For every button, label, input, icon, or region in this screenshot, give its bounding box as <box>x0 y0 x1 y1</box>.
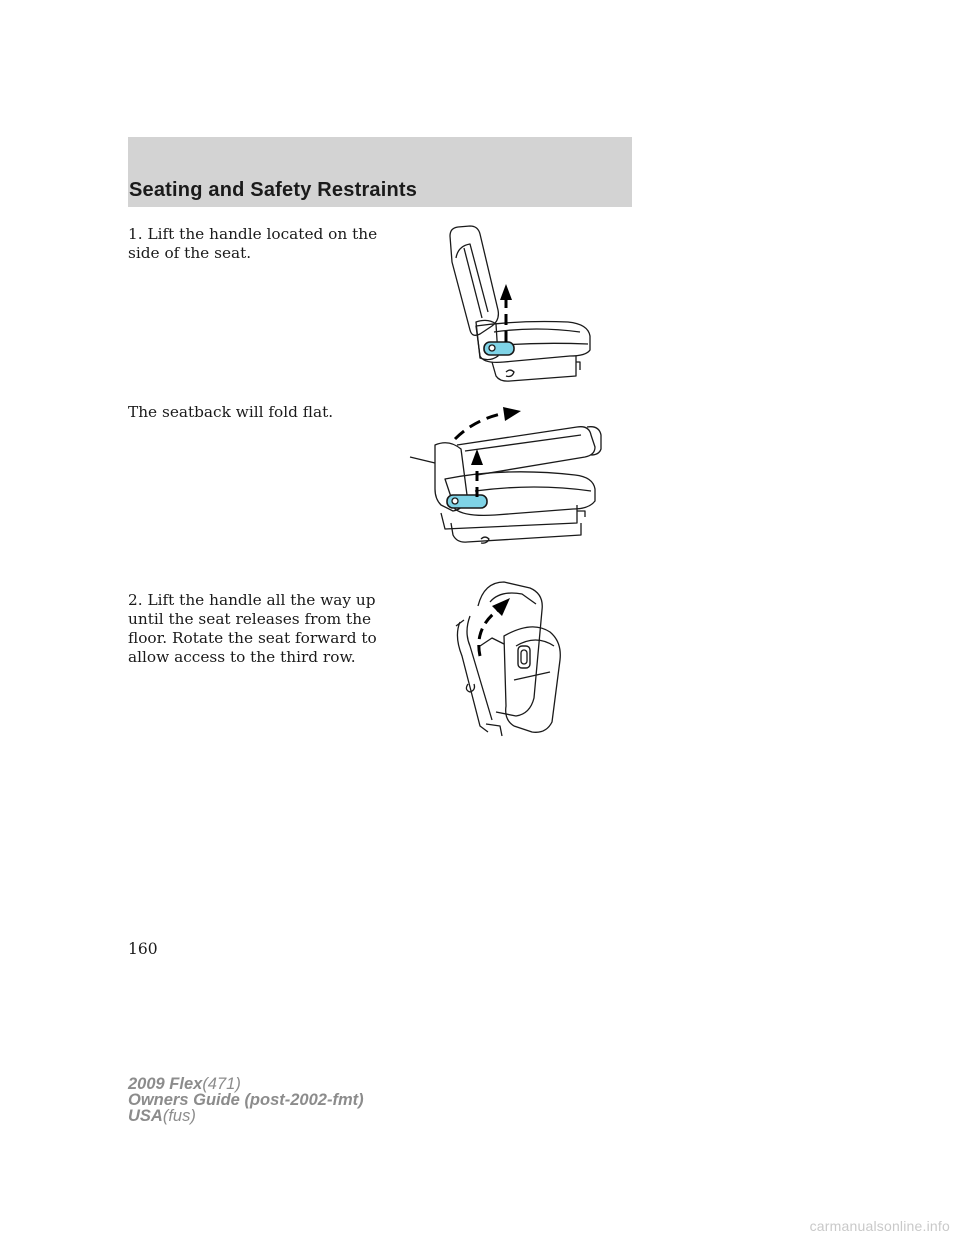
seatback-folded-flat-illustration <box>405 405 605 555</box>
seat-rotated-forward-illustration <box>440 576 570 741</box>
section-header <box>128 137 632 207</box>
footer-market-code: (fus) <box>162 1107 196 1125</box>
step-2-line-4: allow access to the third row. <box>128 648 356 666</box>
footer-guide-name: Owners Guide (post-2002-fmt) <box>128 1091 364 1109</box>
step-1-line-1: 1. Lift the handle located on the <box>128 225 378 243</box>
seat-upright-handle-lift-illustration <box>440 222 605 387</box>
page-number: 160 <box>128 940 158 958</box>
step-fold-flat-text <box>128 403 373 422</box>
step-1-text <box>128 225 378 263</box>
step-2-line-1: 2. Lift the handle all the way up <box>128 591 376 609</box>
footer-model-code: (471) <box>202 1075 241 1093</box>
footer-model: 2009 Flex <box>128 1075 203 1093</box>
step-2-line-3: floor. Rotate the seat forward to <box>128 629 377 647</box>
footer-market: USA <box>128 1107 163 1125</box>
section-title: Seating and Safety Restraints <box>129 179 418 201</box>
watermark: carmanualsonline.info <box>809 1218 950 1234</box>
step-1-line-2: side of the seat. <box>128 244 252 262</box>
footer-line-2 <box>128 1092 364 1108</box>
step-fold-flat-line-1: The seatback will fold flat. <box>128 403 334 421</box>
footer-line-3 <box>128 1108 364 1124</box>
step-2-text <box>128 591 377 667</box>
step-2-line-2: until the seat releases from the <box>128 610 372 628</box>
footer-line-1 <box>128 1076 364 1092</box>
document-footer <box>128 1076 364 1124</box>
